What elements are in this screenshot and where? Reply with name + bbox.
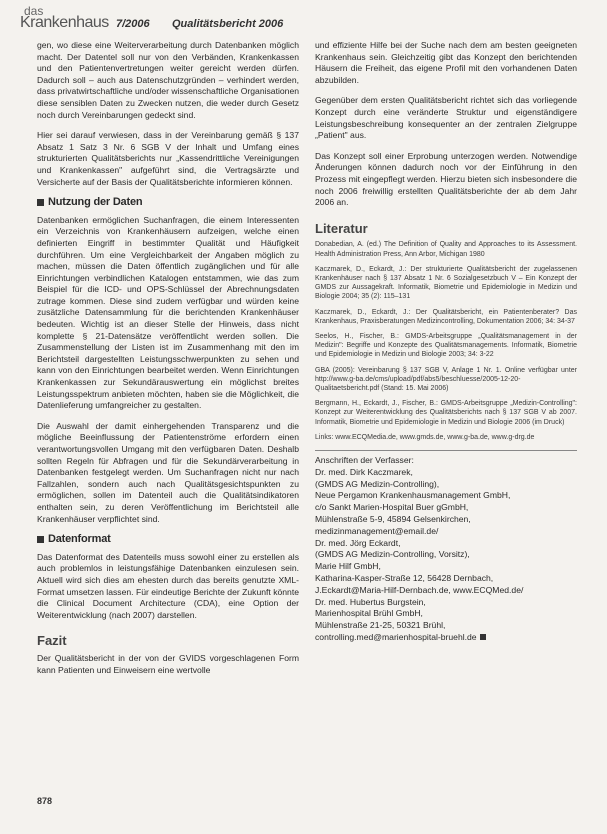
reference-item: Seelos, H., Fischer, B.: GMDS-Arbeitsgruppe „Qualitätsmanagement in der Medizin": Begriffe und Konzepte des Qualitätsmanagements. Informatik, Biometrie und Epidemiologie in Medizin und Biologie 2003; 34: 3-22 [315, 332, 577, 359]
logo-krankenhaus: Krankenhaus [20, 14, 109, 31]
reference-item: Bergmann, H., Eckardt, J., Fischer, B.: GMDS-Arbeitsgruppe „Medizin-Controlling": Konzept zur Weiterentwicklung des Qualitätsberichts nach § 137 SGB V ab 2007. Informatik, Biometrie und Epidemiologie in Medizin und Biologie 2006 (im Druck) [315, 400, 577, 426]
paragraph: Das Konzept soll einer Erprobung unterzogen werden. Notwendige Änderungen können dadurch noch vor der Einführung in den Prozess mit eingepflegt werden. Hierzu bieten sich insbesondere die noch 2006 freiwillig erstellten Qualitätsberichte der ab dem Jahr 2006 an. [315, 150, 577, 208]
address-line: Dr. med. Hubertus Burgstein, [315, 596, 426, 607]
address-line: Marie Hilf GmbH, [315, 561, 381, 572]
paragraph: Der Qualitätsbericht in der von der GVIDS vorgeschlagenen Form kann Patienten und Einweisern eine wertvolle [37, 652, 299, 675]
paragraph: Die Auswahl der damit einhergehenden Transparenz und die mögliche Beeinflussung der Patientenströme erfordern einen verantwortungsvollen Umgang mit den verfügbaren Daten. Deshalb sollten Regeln für Abfragen und für die Sekundärverarbeitung in Datenbanken festgelegt werden. Um Suchanfragen nicht nur nach Fallzahlen, sondern auch nach Qualitätsgesichtspunkten zu ermöglichen, sollen im Datenteil auch die Qualitätsindikatoren enthalten sein, zu deren Veröffentlichung im Berichtsteil alle Krankenhäuser verpflichtet sind. [37, 420, 299, 524]
end-mark-icon [480, 634, 486, 640]
heading-nutzung: Nutzung der Daten [37, 197, 299, 209]
address-line: (GMDS AG Medizin-Controlling, Vorsitz), [315, 549, 470, 560]
reference-item: GBA (2005): Vereinbarung § 137 SGB V, Anlage 1 Nr. 1. Online verfügbar unter http://www.g-ba.de/cms/upload/pdf/abs5/beschluesse/2005-12-20-Qualitaetsbericht.pdf (Stand: 15. Mai 2006) [315, 366, 577, 392]
issue-number: 7/2006 [116, 18, 150, 30]
paragraph: Datenbanken ermöglichen Suchanfragen, die einem Interessenten ein Verzeichnis von Krankenhäusern aufzeigen, welche einen definierten Eingriff in bestimmter Qualität und Häufigkeit durchführen. Um eine Vergleichbarkeit der Angaben möglich zu machen, müssen die Daten öffentlich zugänglichen und für alle Einrichtungen verbindlichen Katalogen entstammen, wie das zum Beispiel für die ICD- und OPS-Schlüssel der Abrechnungsdaten zutrage kommen. Diese sind zudem verfügbar und würden keine zusätzliche Datensammlung für die berichtenden Krankenhäuser bedeuten. Wichtig ist an dieser Stelle der Hinweis, dass nicht komplette § 21-Datensätze veröffentlicht werden sollen. Die Zusammenstellung der Listen ist im Zusammenhang mit den im Berichtsteil dargestellten Leistungsschwerpunkten zu sehen und kann von den Einrichtungen bearbeitet werden. Wenn Einrichtungen Krankenkassen zur Sekundärauswertung ein möglichst breites Leistungsspektrum anbieten möchten, haben sie die Möglichkeit, die Datenlieferung umfangreicher zu gestalten. [37, 214, 299, 411]
journal-logo [20, 4, 109, 36]
square-bullet-icon [37, 199, 44, 206]
address-line: (GMDS AG Medizin-Controlling), [315, 478, 440, 489]
paragraph: Das Datenformat des Datenteils muss sowohl einer zu erstellen als auch problemlos in leistungsfähige Datenbanken einzulesen sein. Aktuell wird sich dies am ehesten durch das bereits genutzte XML-Format umsetzen lassen. Für eindeutige Berichte der Zukunft könnte die Clinical Document Architecture (CDA), eine Option der Weiterentwicklung (nach 2007) darstellen. [37, 551, 299, 620]
author-addresses [315, 450, 577, 644]
reference-item: Links: www.ECQMedia.de, www.gmds.de, www.g-ba.de, www.g-drg.de [315, 433, 535, 441]
left-column [37, 40, 299, 685]
address-line: Mühlenstraße 21-25, 50321 Brühl, [315, 620, 446, 631]
reference-item: Kaczmarek, D., Eckardt, J.: Der Qualitätsbericht, ein Patientenberater? Das Krankenhaus, Praxisberatungen Medizincontrolling, Dokumentation 2006; 34: 34-37 [315, 308, 577, 325]
logo-das: das [24, 4, 44, 18]
address-line: Katharina-Kasper-Straße 12, 56428 Dernbach, [315, 572, 494, 583]
address-line: c/o Sankt Marien-Hospital Buer gGmbH, [315, 502, 469, 513]
address-line: Neue Pergamon Krankenhausmanagement GmbH, [315, 490, 511, 501]
reference-item: Kaczmarek, D., Eckardt, J.: Der strukturierte Qualitätsbericht der zugelassenen Krankenhäuser nach § 137 Absatz 1 Nr. 6 Sozialgesetzbuch V – Ein Konzept der GMDS zur Aussagekraft. Informatik, Biometrie und Epidemiologie in Medizin und Biologie 2004; 35 (2): 115–131 [315, 265, 577, 301]
paragraph: Hier sei darauf verwiesen, dass in der Vereinbarung gemäß § 137 Absatz 1 Satz 3 Nr. 6 SGB V der Inhalt und Umfang eines strukturierten Qualitätsberichts nur „Kassendrittliche Vereinigungen und Krankenkassen" aufgeführt sind, die Vertragsärzte und Versicherte auf der Basis der Qualitätsberichte informieren können. [37, 130, 299, 187]
page-number: 878 [37, 796, 53, 806]
paragraph: Gegenüber dem ersten Qualitätsbericht richtet sich das vorliegende Konzept durch eine veränderte Struktur und eigenständigere Leistungsbeschreibung konsequenter an der zentralen Zielgruppe „Patient" aus. [315, 95, 577, 141]
reference-item: Donabedian, A. (ed.) The Definition of Quality and Approaches to its Assessment. Health Administration Press, Ann Arbor, Michigan 1980 [315, 241, 577, 258]
address-line: J.Eckardt@Maria-Hilf-Dernbach.de, www.ECQMed.de/ [315, 584, 524, 595]
section-title: Qualitätsbericht 2006 [172, 18, 284, 30]
square-bullet-icon [37, 536, 44, 543]
address-line: Mühlenstraße 5-9, 45894 Gelsenkirchen, [315, 513, 471, 524]
heading-datenformat: Datenformat [37, 534, 299, 546]
reference-list [315, 240, 577, 442]
address-label: Anschriften der Verfasser: [315, 454, 414, 465]
address-line-last: controlling.med@marienhospital-bruehl.de [315, 632, 577, 644]
paragraph: und effiziente Hilfe bei der Suche nach dem am besten geeigneten Krankenhaus sein. Gleichzeitig gibt das Konzept den berichtenden Häusern die Freiheit, das eigene Profil mit den vorhandenen Daten abzubilden. [315, 40, 577, 85]
right-column [315, 40, 577, 644]
address-line: Dr. med. Jörg Eckardt, [315, 537, 401, 548]
address-line: Marienhospital Brühl GmbH, [315, 608, 423, 619]
page-header [20, 4, 590, 36]
address-line: medizinmanagement@email.de/ [315, 525, 439, 536]
paragraph: gen, wo diese eine Weiterverarbeitung durch Datenbanken möglich macht. Der Datentel soll nur von den Verbänden, Krankenkassen und den Patientenvertretungen weiter gereicht werden dürfen. Dadurch soll – auch aus Datenschutzgründen – verhindert werden, dass privatwirtschaftliche und/oder wissenschaftliche Organisationen diese sensiblen Daten zu Zwecken nutzen, die weder durch Gesetz noch durch Vereinbarungen gedeckt sind. [37, 40, 299, 120]
address-line: Dr. med. Dirk Kaczmarek, [315, 466, 413, 477]
heading-fazit: Fazit [37, 633, 67, 649]
heading-literatur: Literatur [315, 220, 368, 236]
